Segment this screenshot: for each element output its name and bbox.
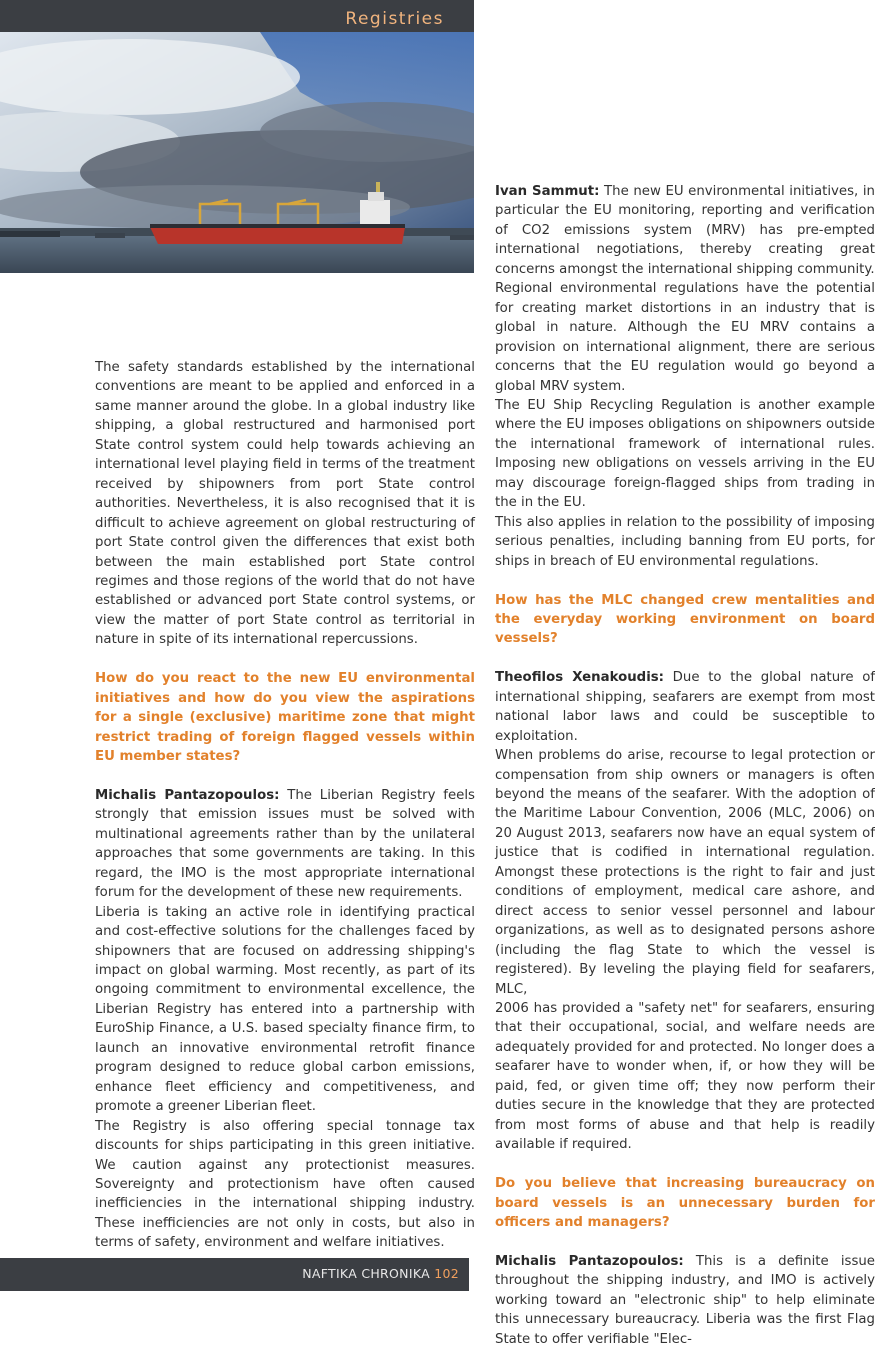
- footer-publication: [302, 1266, 459, 1281]
- cargo-ship-photo: [0, 32, 474, 273]
- answer-paragraph: [495, 668, 875, 746]
- header-bar: [0, 0, 474, 32]
- answer-text: Due to the global nature of international shipping, seafarers are exempt from most national labor laws and could be susceptible to exploitation.: [495, 670, 875, 744]
- question-heading: How has the MLC changed crew mentalities and the everyday working environment on board vessels?: [495, 592, 875, 647]
- question-heading: How do you react to the new EU environmental initiatives and how do you view the aspirations for a single (exclusive) maritime zone that might restrict trading of foreign flagged vessels within EU member states?: [95, 671, 475, 765]
- answer-paragraph: [495, 1252, 875, 1349]
- right-column: [495, 182, 875, 1349]
- speaker-name: Ivan Sammut:: [495, 184, 600, 199]
- speaker-name: Michalis Pantazopoulos:: [95, 787, 280, 803]
- section-title: Registries: [345, 9, 444, 29]
- paragraph: The Registry is also offering special tonnage tax discounts for ships participating in this green initiative. We caution against any protectionist measures. Sovereignty and protectionism have often caused inefficiencies in the international shipping industry. These inefficiencies are not only in costs, but also in terms of safety, environment and welfare initiatives.: [95, 1118, 475, 1251]
- left-column: [95, 358, 475, 1253]
- question-heading: Do you believe that increasing bureaucracy on board vessels is an unnecessary burden for officers and managers?: [495, 1176, 875, 1230]
- paragraph: When problems do arise, recourse to legal protection or compensation from ship owners or managers is often beyond the means of the seafarer. With the adoption of the Maritime Labour Convention, 2006 (MLC, 2006) on 20 August 2013, seafarers now have an equal system of justice that is codified in international regulation. Amongst these protections is the right to fair and just conditions of employment, medical care ashore, and direct access to senior vessel personnel and labour organizations, as well as to designated persons ashore (including the flag State to which the vessel is registered). By leveling the playing field for seafarers, MLC,: [495, 748, 875, 997]
- paragraph: Regional environmental regulations have the potential for creating market distortions in an industry that is global in nature. Although the EU MRV contains a provision on international alignment, there are serious concerns that the EU regulation would go beyond a global MRV system.: [495, 281, 875, 394]
- speaker-name: Theofilos Xenakoudis:: [495, 670, 664, 686]
- answer-paragraph: [495, 182, 875, 279]
- footer-bar: [0, 1258, 469, 1291]
- answer-paragraph: [95, 786, 475, 903]
- paragraph: The safety standards established by the international conventions are meant to be applied and enforced in a same manner around the globe. In a global industry like shipping, a global restructured and harmonised port State control system could help towards achieving an international level playing field in terms of the treatment received by shipowners from port State control authorities. Nevertheless, it is also recognised that it is difficult to achieve agreement on global restructuring of port State control given the differences that exist both between the main established port State control regimes and those regions of the world that do not have established or advanced port State control systems, or view the matter of port State control as territorial in nature in spite of its international repercussions.: [95, 360, 475, 648]
- page-number: 102: [434, 1266, 459, 1281]
- answer-text: The new EU environmental initiatives, in particular the EU monitoring, reporting and verification of CO2 emissions system (MRV) has pre-empted international negotiations, thereby creating great concerns amongst the international shipping community.: [495, 184, 875, 277]
- paragraph: 2006 has provided a "safety net" for seafarers, ensuring that their occupational, social, and welfare needs are adequately provided for and protected. No longer does a seafarer have to wonder when, if, or how they will be paid, fed, or given time off; they now perform their duties secure in the knowledge that they are protected from most forms of abuse and that help is readily available if required.: [495, 1001, 875, 1153]
- paragraph: This also applies in relation to the possibility of imposing serious penalties, including banning from EU ports, for ships in breach of EU environmental regulations.: [495, 514, 875, 569]
- paragraph: Liberia is taking an active role in identifying practical and cost-effective solutions for the challenges faced by shipowners that are focused on addressing shipping's impact on global warming. Most recently, as part of its ongoing commitment to environmental excellence, the Liberian Registry has entered into a partnership with EuroShip Finance, a U.S. based specialty finance firm, to launch an innovative environmental retrofit finance program designed to reduce global carbon emissions, enhance fleet efficiency and competitiveness, and promote a greener Liberian fleet.: [95, 904, 475, 1115]
- paragraph: The EU Ship Recycling Regulation is another example where the EU imposes obligations on shipowners outside the international framework of international rules. Imposing new obligations on vessels arriving in the EU may discourage foreign-flagged ships from trading in the in the EU.: [495, 397, 875, 511]
- answer-text: This is a definite issue throughout the shipping industry, and IMO is actively working toward an "electronic ship" to help eliminate this unnecessary bureaucracy. Liberia was the first Flag State to offer verifiable "Elec-: [495, 1253, 875, 1347]
- publication-name: NAFTIKA CHRONIKA: [302, 1266, 430, 1281]
- answer-text: The Liberian Registry feels strongly that emission issues must be solved with multinational agreements rather than by the unilateral approaches that some governments are taking. In this regard, the IMO is the most appropriate international forum for the development of these new requirements.: [95, 787, 475, 901]
- speaker-name: Michalis Pantazopoulos:: [495, 1253, 684, 1269]
